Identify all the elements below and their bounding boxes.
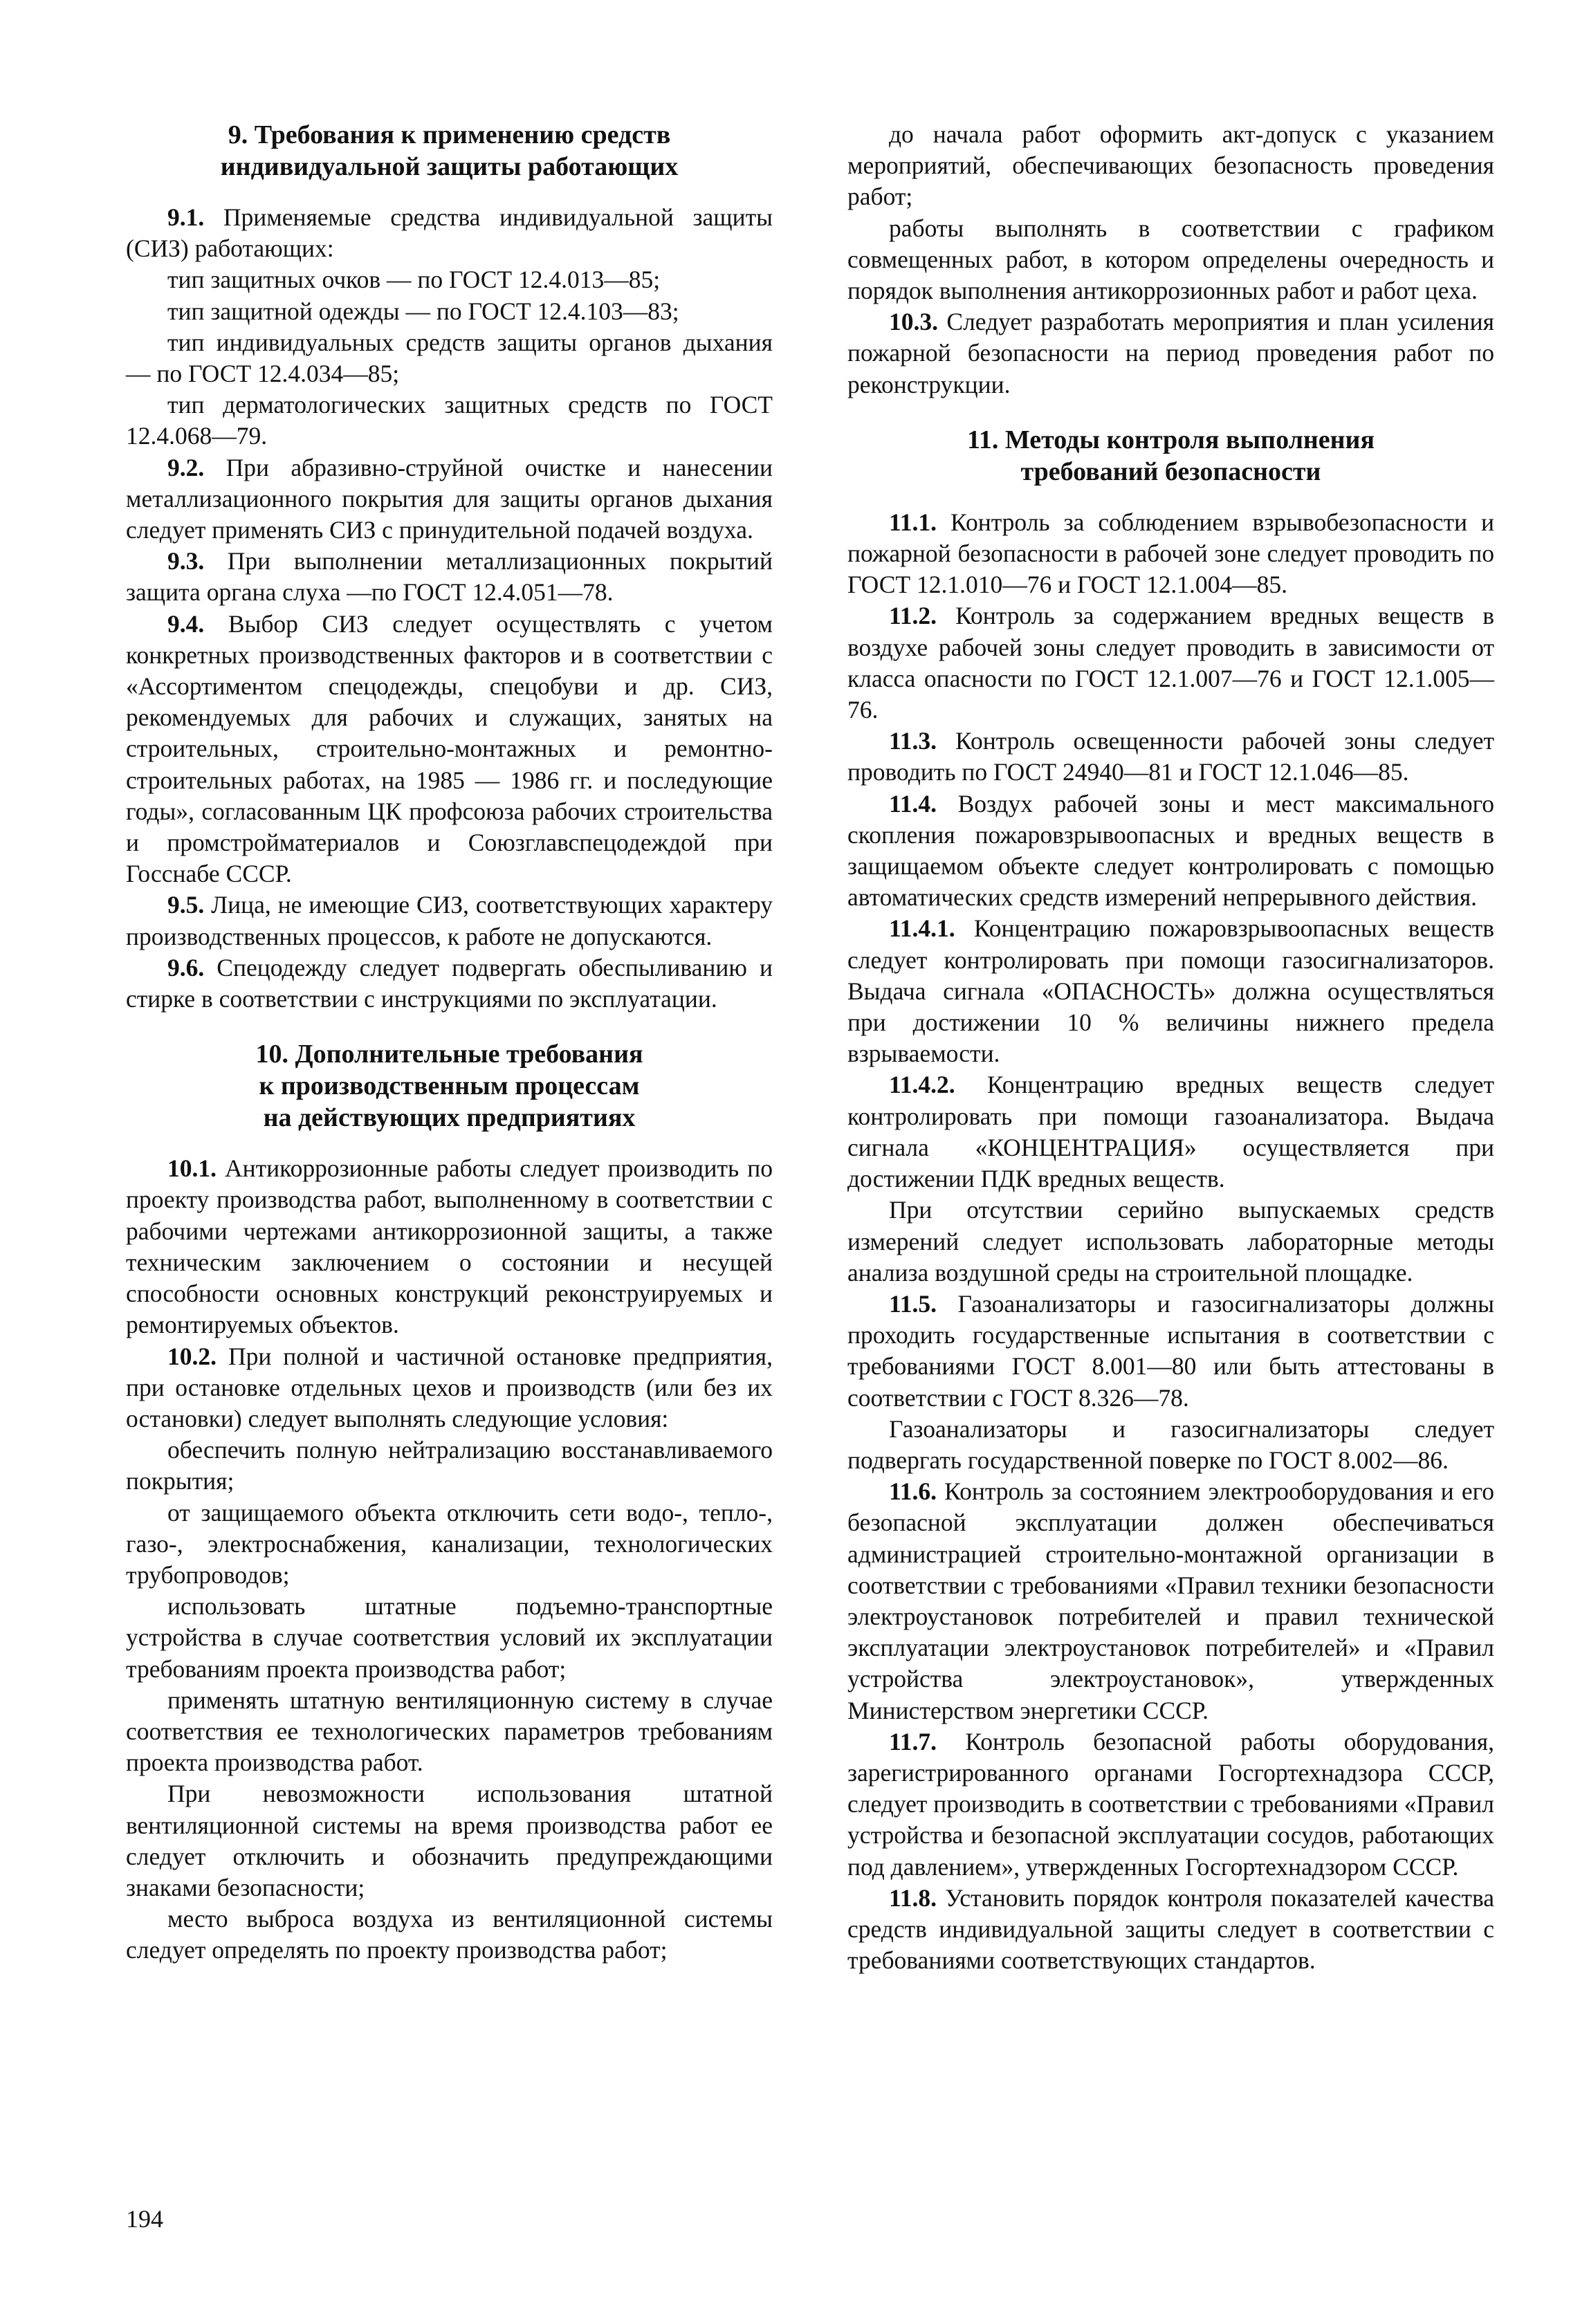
list-item: тип дерматологических защитных средств по ГОСТ 12.4.068—79. xyxy=(126,391,773,450)
paragraph-11-2: 11.2. Контроль за содержанием вредных веществ в воздухе рабочей зоны следует проводить в зависимости от класса опасности по ГОСТ 12.1.007—76 и ГОСТ 12.1.005—76. xyxy=(847,602,1494,724)
paragraph-11-5: 11.5. Газоанализаторы и газосигнализаторы должны проходить государственные испытания в соответствии с требованиями ГОСТ 8.001—80 или быть аттестованы в соответствии с ГОСТ 8.326—78. xyxy=(847,1289,1494,1412)
paragraph-11-3: 11.3. Контроль освещенности рабочей зоны следует проводить по ГОСТ 24940—81 и ГОСТ 12.1.046—85. xyxy=(847,727,1494,786)
paragraph-9-6: 9.6. Спецодежду следует подвергать обеспыливанию и стирке в соответствии с инструкциями по эксплуатации. xyxy=(126,953,773,1013)
paragraph-11-7: 11.7. Контроль безопасной работы оборудования, зарегистрированного органами Госгортехнадзора СССР, следует производить в соответствии с требованиями «Правил устройства и безопасной эксплуатации сосудов, работающих под давлением», утвержденных Госгортехнадзором СССР. xyxy=(847,1727,1494,1881)
paragraph-11-4: 11.4. Воздух рабочей зоны и мест максимального скопления пожаровзрывоопасных и вредных веществ в защищаемом объекте следует контролировать с помощью автоматических средств измерений непрерывного действия. xyxy=(847,789,1494,912)
list-item: работы выполнять в соответствии с графиком совмещенных работ, в котором определены очередность и порядок выполнения антикоррозионных работ и работ цеха. xyxy=(847,214,1494,305)
list-item: тип защитной одежды — по ГОСТ 12.4.103—83; xyxy=(167,297,679,325)
paragraph: Газоанализаторы и газосигнализаторы следует подвергать государственной поверке по ГОСТ 8.002—86. xyxy=(847,1414,1494,1474)
list-item: место выброса воздуха из вентиляционной системы следует определять по проекту производства работ; xyxy=(126,1905,773,1964)
paragraph-9-4: 9.4. Выбор СИЗ следует осуществлять с учетом конкретных производственных факторов и в соответствии с «Ассортиментом спецодежды, спецобуви и др. СИЗ, рекомендуемых для рабочих и служащих, занятых на строительных, строительно-монтажных и ремонтно-строительных работах, на 1985 — 1986 гг. и последующие годы», согласованным ЦК профсоюза рабочих строительства и промстройматериалов и Союзглавспецодеждой при Госснабе СССР. xyxy=(126,609,773,888)
list-item: применять штатную вентиляционную систему в случае соответствия ее технологических параметров требованиям проекта производства работ. xyxy=(126,1686,773,1777)
paragraph-11-8: 11.8. Установить порядок контроля показателей качества средств индивидуальной защиты следует в соответствии с требованиями соответствующих стандартов. xyxy=(847,1883,1494,1975)
list-item: обеспечить полную нейтрализацию восстанавливаемого покрытия; xyxy=(126,1436,773,1495)
paragraph-11-4-1: 11.4.1. Концентрацию пожаровзрывоопасных веществ следует контролировать при помощи газосигнализаторов. Выдача сигнала «ОПАСНОСТЬ» должна осуществляться при достижении 10 % величины нижнего предела взрываемости. xyxy=(847,914,1494,1068)
section-11-title: 11. Методы контроля выполнения требований безопасности xyxy=(966,425,1375,486)
paragraph-9-2: 9.2. При абразивно-струйной очистке и нанесении металлизационного покрытия для защиты органов дыхания следует применять СИЗ с принудительной подачей воздуха. xyxy=(126,453,773,544)
paragraph-11-6: 11.6. Контроль за состоянием электрооборудования и его безопасной эксплуатации должен обеспечиваться администрацией строительно-монтажной организации в соответствии с требованиями «Правил техники безопасности электроустановок потребителей и правил технической эксплуатации электроустановок потребителей» и «Правил устройства электроустановок», утвержденных Министерством энергетики СССР. xyxy=(847,1477,1494,1724)
list-item: При невозможности использования штатной вентиляционной системы на время производства работ ее следует отключить и обозначить предупреждающими знаками безопасности; xyxy=(126,1780,773,1901)
section-9-title: 9. Требования к применению средств индивидуальной защиты работающих xyxy=(220,120,679,181)
list-item: тип защитных очков — по ГОСТ 12.4.013—85; xyxy=(167,266,661,294)
section-10-title: 10. Дополнительные требования к производственным процессам на действующих предприятиях xyxy=(255,1040,643,1133)
paragraph-10-3: 10.3. Следует разработать мероприятия и план усиления пожарной безопасности на период проведения работ по реконструкции. xyxy=(847,308,1494,398)
left-column xyxy=(126,119,773,1966)
page-number: 194 xyxy=(126,2205,163,2233)
paragraph: При отсутствии серийно выпускаемых средств измерений следует использовать лабораторные методы анализа воздушной среды на строительной площадке. xyxy=(847,1196,1494,1286)
list-item: использовать штатные подъемно-транспортные устройства в случае соответствия условий их эксплуатации требованиям проекта производства работ; xyxy=(126,1592,773,1683)
list-item: до начала работ оформить акт-допуск с указанием мероприятий, обеспечивающих безопасность проведения работ; xyxy=(847,120,1494,211)
right-column xyxy=(847,119,1494,1976)
list-item: тип индивидуальных средств защиты органов дыхания — по ГОСТ 12.4.034—85; xyxy=(126,328,773,388)
paragraph-9-1: 9.1. Применяемые средства индивидуальной защиты (СИЗ) работающих: xyxy=(126,203,773,263)
paragraph-10-1: 10.1. Антикоррозионные работы следует производить по проекту производства работ, выполненному в соответствии с рабочими чертежами антикоррозионной защиты, а также техническим заключением о состоянии и несущей способности основных конструкций реконструируемых и ремонтируемых объектов. xyxy=(126,1154,773,1339)
paragraph-10-2: 10.2. При полной и частичной остановке предприятия, при остановке отдельных цехов и производств (или без их остановки) следует выполнять следующие условия: xyxy=(126,1342,773,1432)
paragraph-11-4-2: 11.4.2. Концентрацию вредных веществ следует контролировать при помощи газоанализатора. Выдача сигнала «КОНЦЕНТРАЦИЯ» осуществляется при достижении ПДК вредных веществ. xyxy=(847,1071,1494,1193)
paragraph-9-5: 9.5. Лица, не имеющие СИЗ, соответствующих характеру производственных процессов, к работе не допускаются. xyxy=(126,891,773,950)
paragraph-11-1: 11.1. Контроль за соблюдением взрывобезопасности и пожарной безопасности в рабочей зоне следует проводить по ГОСТ 12.1.010—76 и ГОСТ 12.1.004—85. xyxy=(847,508,1494,599)
paragraph-9-3: 9.3. При выполнении металлизационных покрытий защита органа слуха —по ГОСТ 12.4.051—78. xyxy=(126,547,773,607)
list-item: от защищаемого объекта отключить сети водо-, тепло-, газо-, электроснабжения, канализации, технологических трубопроводов; xyxy=(126,1498,773,1589)
